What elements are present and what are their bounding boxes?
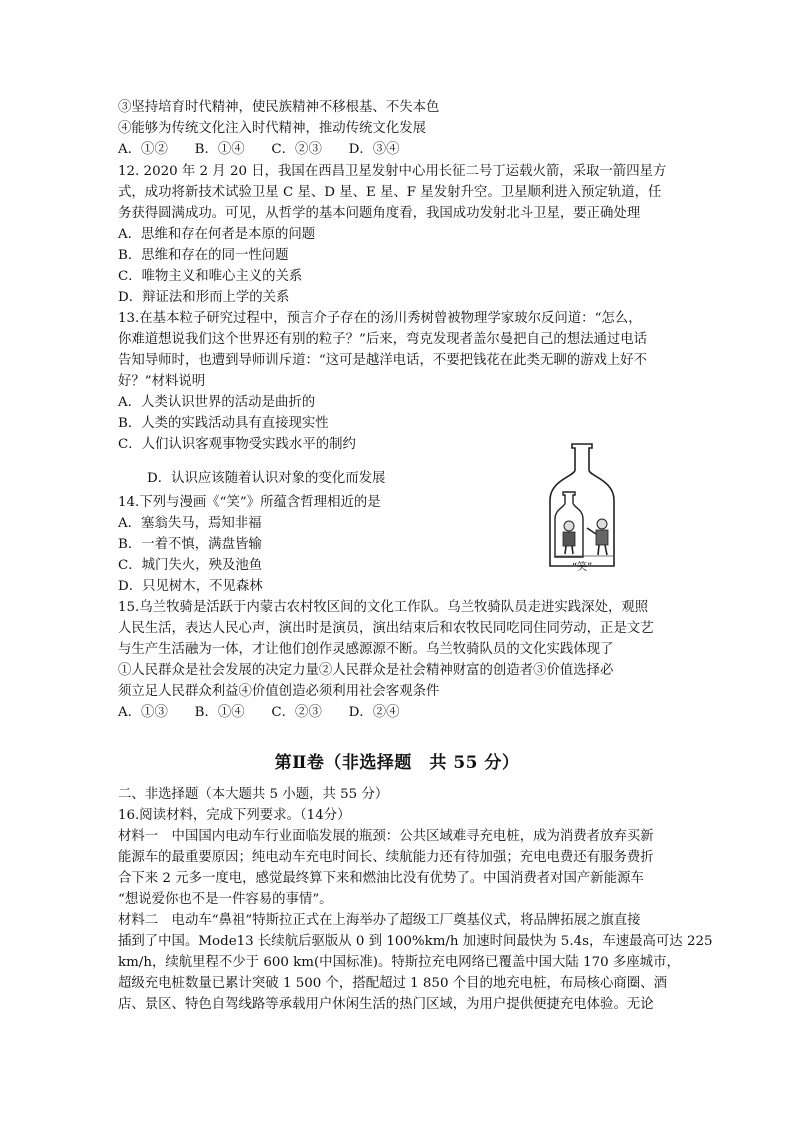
q12-option-d: D．辩证法和形而上学的关系 xyxy=(118,290,290,305)
q12-stem-line: 12. 2020 年 2 月 20 日，我国在西昌卫星发射中心用长征二号丁运载火箭，采取一箭四星方 xyxy=(118,164,667,179)
q15-answer-options: A．①③ B．①④ C．②③ D．②④ xyxy=(118,705,400,720)
q14-stem-line: 14.下列与漫画《“笑”》所蕴含哲理相近的是 xyxy=(118,495,381,510)
q13-stem-line: 13.在基本粒子研究过程中，预言介子存在的汤川秀树曾被物理学家玻尔反问道：“怎么， xyxy=(118,311,642,326)
q12-option-a: A．思维和存在何者是本原的问题 xyxy=(118,227,316,242)
material-two-line: 插到了中国。Mode13 长续航后驱版从 0 到 100%km/h 加速时间最快为 5.4s，车速最高可达 225 xyxy=(118,934,713,949)
q14-option-a: A．塞翁失马，焉知非福 xyxy=(118,516,262,531)
material-one-line: 能源车的最重要原因；纯电动车充电时间长、续航能力还有待加强；充电电费还有服务费折 xyxy=(118,850,654,865)
q14-option-d: D．只见树木，不见森林 xyxy=(118,579,263,594)
q12-stem-line: 务获得圆满成功。可见，从哲学的基本问题角度看，我国成功发射北斗卫星，要正确处理 xyxy=(118,206,641,221)
option-line-3: ③坚持培育时代精神，使民族精神不移根基、不失本色 xyxy=(118,100,440,115)
q13-stem-line: 好？”材料说明 xyxy=(118,374,206,389)
q13-option-d: D．认识应该随着认识对象的变化而发展 xyxy=(147,471,386,486)
section-title: 第Ⅱ卷（非选择题 共 55 分） xyxy=(274,753,520,773)
q11-answer-options: A．①② B．①④ C．②③ D．③④ xyxy=(118,142,400,157)
option-line-4: ④能够为传统文化注入时代精神，推动传统文化发展 xyxy=(118,121,426,136)
material-two-line: km/h，续航里程不少于 600 km(中国标准)。特斯拉充电网络已覆盖中国大陆 170 多座城市， xyxy=(118,955,680,970)
q15-choices-line: 须立足人民群众利益④价值创造必须利用社会客观条件 xyxy=(118,684,440,699)
q15-stem-line: 15.乌兰牧骑是活跃于内蒙古农村牧区间的文化工作队。乌兰牧骑队员走进实践深处，观照 xyxy=(118,600,649,615)
material-two-line: 材料二 电动车“鼻祖”特斯拉正式在上海举办了超级工厂奠基仪式，将品牌拓展之旗直接 xyxy=(118,913,641,928)
q15-stem-line: 与生产生活融为一体，才让他们创作灵感源源不断。乌兰牧骑队员的文化实践体现了 xyxy=(118,642,614,657)
material-one-line: “想说爱你也不是一件容易的事情”。 xyxy=(118,892,333,907)
q14-option-b: B．一着不慎，满盘皆输 xyxy=(118,537,262,552)
q14-option-c: C．城门失火，殃及池鱼 xyxy=(118,558,263,573)
q12-option-b: B．思维和存在的同一性问题 xyxy=(118,248,289,263)
material-two-line: 超级充电桩数量已累计突破 1 500 个，搭配超过 1 850 个目的地充电桩，布局核心商圈、酒 xyxy=(118,976,667,991)
q13-stem-line: 你难道想说我们这个世界还有别的粒子？”后来，弯克发现者盖尔曼把自己的想法通过电话 xyxy=(118,332,648,347)
q15-stem-line: 人民生活，表达人民心声，演出时是演员，演出结束后和农牧民同吃同住同劳动，正是文艺 xyxy=(118,621,654,636)
q13-option-b: B．人类的实践活动具有直接现实性 xyxy=(118,416,329,431)
q12-stem-line: 式，成功将新技术试验卫星 C 星、D 星、E 星、F 星发射升空。卫星顺利进入预定轨道，任 xyxy=(118,185,662,200)
q13-option-c: C．人们认识客观事物受实践水平的制约 xyxy=(118,437,356,452)
q13-stem-line: 告知导师时，也遭到导师训斥道：“这可是越洋电话，不要把钱花在此类无聊的游戏上好不 xyxy=(118,353,648,368)
q16-stem: 16.阅读材料，完成下列要求。（14分） xyxy=(118,808,351,823)
cartoon-caption: “笑” xyxy=(572,562,593,573)
material-two-line: 店、景区、特色自驾线路等承载用户休闲生活的热门区域，为用户提供便捷充电体验。无论 xyxy=(118,997,654,1012)
q12-option-c: C．唯物主义和唯心主义的关系 xyxy=(118,269,303,284)
material-one-line: 材料一 中国国内电动车行业面临发展的瓶颈：公共区域难寻充电桩，成为消费者放弃买新 xyxy=(118,829,654,844)
section-heading: 二、非选择题（本大题共 5 小题，共 55 分） xyxy=(118,787,389,802)
q15-choices-line: ①人民群众是社会发展的决定力量②人民群众是社会精神财富的创造者③价值选择必 xyxy=(118,663,614,678)
q13-option-a: A．人类认识世界的活动是曲折的 xyxy=(118,395,316,410)
material-one-line: 合下来 2 元多一度电，感觉最终算下来和燃油比没有优势了。中国消费者对国产新能源车 xyxy=(118,871,644,886)
